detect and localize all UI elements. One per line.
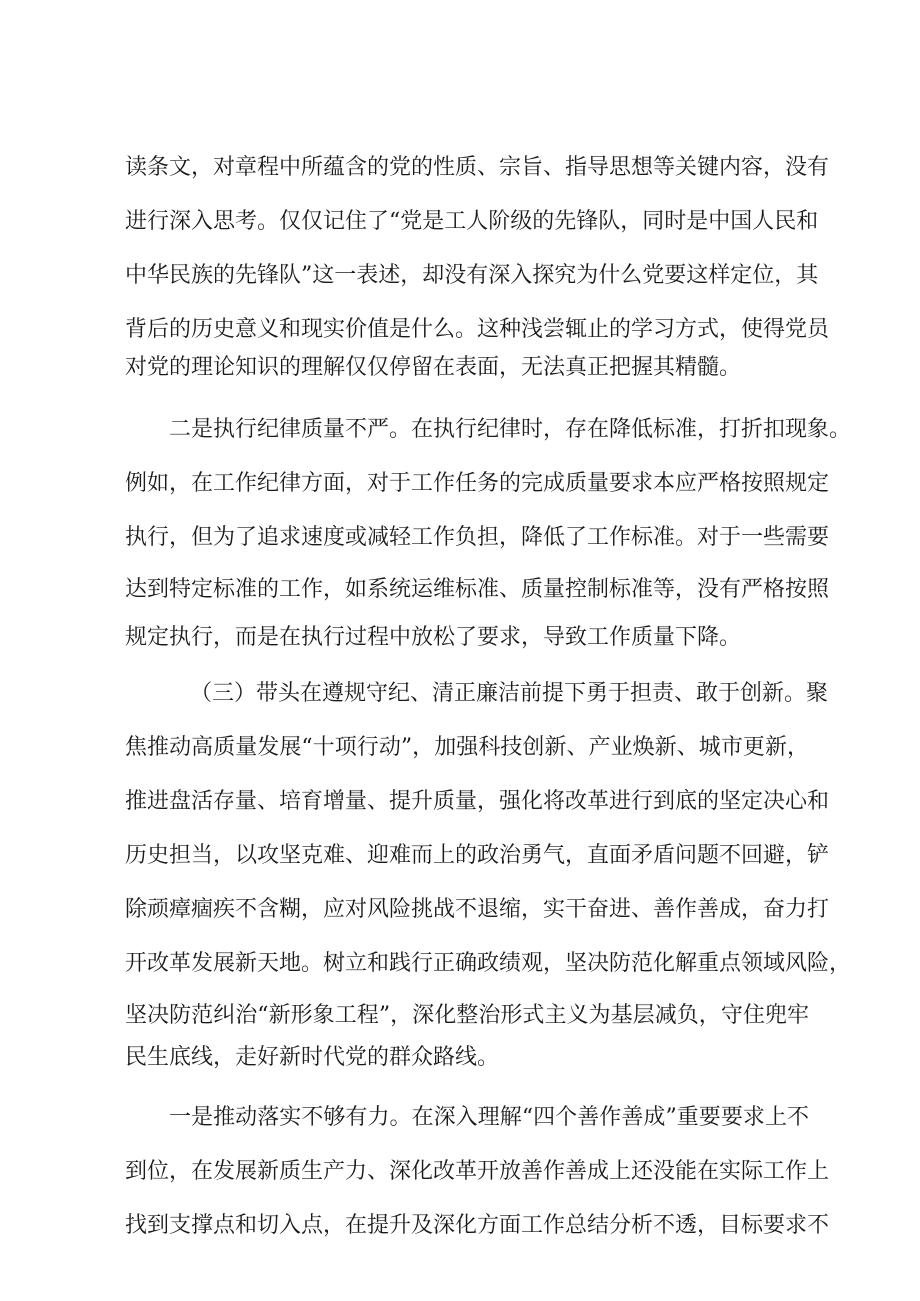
- text-line: 推进盘活存量、培育增量、提升质量，强化将改革进行到底的坚定决心和: [125, 789, 830, 814]
- text-line: 历史担当，以攻坚克难、迎难而上的政治勇气，直面矛盾问题不回避，铲: [125, 843, 830, 868]
- text-line: 焦推动高质量发展“十项行动”，加强科技创新、产业焕新、城市更新，: [125, 735, 809, 760]
- text-line: 找到支撑点和切入点，在提升及深化方面工作总结分析不透，目标要求不: [125, 1213, 830, 1238]
- text-line: 坚决防范纠治“新形象工程”，深化整治形式主义为基层减负，守住兜牢: [125, 1003, 809, 1028]
- text-line: 背后的历史意义和现实价值是什么。这种浅尝辄止的学习方式，使得党员: [125, 317, 830, 342]
- text-line: 除顽瘴痼疾不含糊，应对风险挑战不退缩，实干奋进、善作善成，奋力打: [125, 897, 830, 922]
- text-line: 例如，在工作纪律方面，对于工作任务的完成质量要求本应严格按照规定: [125, 471, 830, 496]
- text-line: 到位，在发展新质生产力、深化改革开放善作善成上还没能在实际工作上: [125, 1159, 830, 1184]
- text-line: 中华民族的先锋队”这一表述，却没有深入探究为什么党要这样定位，其: [125, 263, 819, 288]
- text-line: 一是推动落实不够有力。在深入理解“四个善作善成”重要要求上不: [169, 1105, 809, 1130]
- text-line: 对党的理论知识的理解仅仅停留在表面，无法真正把握其精髓。: [125, 355, 742, 380]
- text-line: 二是执行纪律质量不严。在执行纪律时，存在降低标准，打折扣现象。: [169, 417, 852, 442]
- text-line: 规定执行，而是在执行过程中放松了要求，导致工作质量下降。: [125, 625, 742, 650]
- text-line: 开改革发展新天地。树立和践行正确政绩观，坚决防范化解重点领域风险，: [125, 951, 852, 976]
- text-line: 读条文，对章程中所蕴含的党的性质、宗旨、指导思想等关键内容，没有: [125, 155, 830, 180]
- text-line: 执行，但为了追求速度或减轻工作负担，降低了工作标准。对于一些需要: [125, 525, 830, 550]
- text-line: 民生底线，走好新时代党的群众路线。: [125, 1045, 500, 1070]
- text-line: 达到特定标准的工作，如系统运维标准、质量控制标准等，没有严格按照: [125, 577, 830, 602]
- text-line: （三）带头在遵规守纪、清正廉洁前提下勇于担责、敢于创新。聚: [190, 681, 829, 706]
- text-line: 进行深入思考。仅仅记住了“党是工人阶级的先锋队，同时是中国人民和: [125, 209, 819, 234]
